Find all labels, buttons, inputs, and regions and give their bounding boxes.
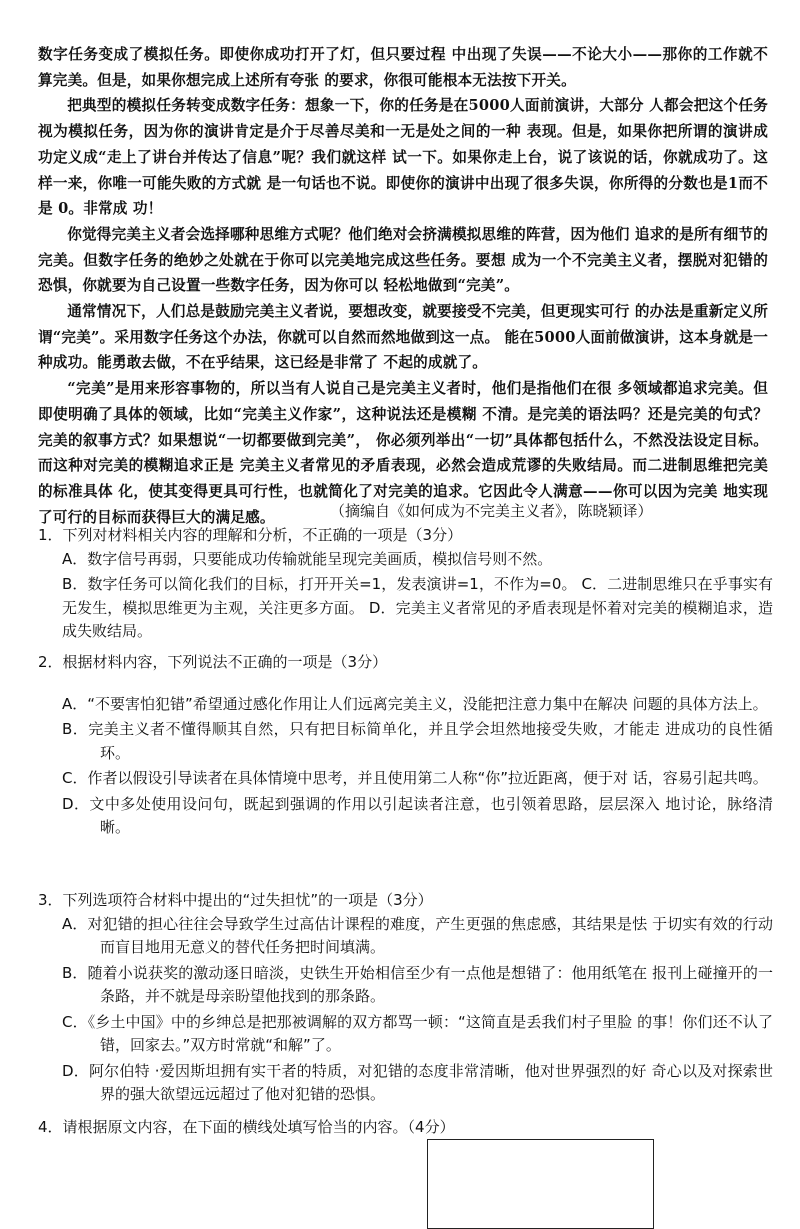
passage-paragraph-4: 通常情况下，人们总是鼓励完美主义者说，要想改变，就要接受不完美，但更现实可行 的办法是重新定义所谓“完美”。采用数字任务这个办法，你就可以自然而然地做到这一点。 能在5000人面前做演讲，这本身就是一种成功。能勇敢去做，不在乎结果，这已经是非常了 不起的成就了。: [38, 303, 768, 372]
question-3-option-b: B．随着小说获奖的激动逐日暗淡，史铁生开始相信至少有一点他是想错了：他用纸笔在 报刊上碰撞开的一条路，并不就是母亲盼望他找到的那条路。: [62, 963, 773, 1005]
passage-paragraph-1: 数字任务变成了模拟任务。即使你成功打开了灯，但只要过程 中出现了失误——不论大小——那你的工作就不算完美。但是，如果你想完成上述所有夸张 的要求，你很可能根本无法按下开关。: [38, 46, 768, 89]
question-3: [38, 889, 773, 1107]
question-1-stem: 1．下列对材料相关内容的理解和分析，不正确的一项是（3分）: [38, 526, 463, 544]
question-4-stem: 4．请根据原文内容，在下面的横线处填写恰当的内容。（4分）: [38, 1118, 455, 1136]
passage-paragraph-3: 你觉得完美主义者会选择哪种思维方式呢？他们绝对会挤满模拟思维的阵营，因为他们 追求的是所有细节的完美。但数字任务的绝妙之处就在于你可以完美地完成这些任务。要想 成为一个不完美主义者，摆脱对犯错的恐惧，你就要为自己设置一些数字任务，因为你可以 轻松地做到“完美”。: [38, 225, 768, 295]
question-2-option-c: C．作者以假设引导读者在具体情境中思考，并且使用第二人称“你”拉近距离，便于对 话，容易引起共鸣。: [62, 769, 768, 787]
question-2-stem: 2．根据材料内容，下列说法不正确的一项是（3分）: [38, 653, 388, 671]
passage-paragraph-2: 把典型的模拟任务转变成数字任务：想象一下，你的任务是在5000人面前演讲，大部分 人都会把这个任务视为模拟任务，因为你的演讲肯定是介于尽善尽美和一无是处之间的一种 表现。但是，如果你把所谓的演讲成功定义成“走上了讲台并传达了信息”呢？我们就这样 试一下。如果你走上台，说了该说的话，你就成功了。这样一来，你唯一可能失败的方式就 是一句话也不说。即使你的演讲中出现了很多失误，你所得的分数也是1而不是 0。非常成 功！: [38, 97, 768, 218]
question-3-option-c: C．《乡土中国》中的乡绅总是把那被调解的双方都骂一顿：“这简直是丢我们村子里脸 的事！你们还不认了错，回家去。”双方时常就“和解”了。: [62, 1012, 773, 1054]
question-3-option-d: D．阿尔伯特 ·爱因斯坦拥有实干者的特质，对犯错的态度非常清晰，他对世界强烈的好 奇心以及对探索世界的强大欲望远远超过了他对犯错的恐惧。: [62, 1061, 773, 1103]
question-2-option-a: A．“不要害怕犯错”希望通过感化作用让人们远离完美主义，没能把注意力集中在解决 问题的具体方法上。: [62, 694, 768, 713]
question-3-option-a: A．对犯错的担心往往会导致学生过高估计课程的难度，产生更强的焦虑感，其结果是怯 于切实有效的行动而盲目地用无意义的替代任务把时间填满。: [62, 914, 773, 956]
answer-box[interactable]: [427, 1139, 654, 1229]
question-2: [38, 651, 773, 840]
passage-source: （摘编自《如何成为不完美主义者》，陈晓颖译）: [330, 502, 653, 520]
question-1: [38, 524, 773, 644]
reading-passage: [38, 42, 768, 530]
question-4: [38, 1116, 773, 1140]
question-2-option-d: D．文中多处使用设问句，既起到强调的作用以引起读者注意，也引领着思路，层层深入 地讨论，脉络清晰。: [62, 794, 773, 836]
question-2-option-b: B．完美主义者不懂得顺其自然，只有把目标简单化，并且学会坦然地接受失败，才能走 进成功的良性循环。: [62, 720, 773, 762]
question-3-stem: 3．下列选项符合材料中提出的“过失担忧”的一项是（3分）: [38, 891, 433, 909]
question-1-option-a: A．数字信号再弱，只要能成功传输就能呈现完美画质，模拟信号则不然。: [62, 549, 553, 568]
question-1-option-b-c-d: B．数字任务可以简化我们的目标，打开开关=1，发表演讲=1，不作为=0。 C．二进制思维只在乎事实有无发生，模拟思维更为主观，关注更多方面。 D．完美主义者常见的矛盾表现是怀着对完美的模糊追求，造成失败结局。: [62, 575, 773, 640]
passage-paragraph-5: “完美”是用来形容事物的，所以当有人说自己是完美主义者时，他们是指他们在很 多领域都追求完美。但即使明确了具体的领域，比如“完美主义作家”，这种说法还是模糊 不清。是完美的语法吗？还是完美的句式？完美的叙事方式？如果想说“一切都要做到完美”， 你必须列举出“一切”具体都包括什么，不然没法设定目标。而这种对完美的模糊追求正是 完美主义者常见的矛盾表现，必然会造成荒谬的失败结局。而二进制思维把完美的标准具体 化，使其变得更具可行性，也就简化了对完美的追求。它因此令人满意——你可以因为完美 地实现了可行的目标而获得巨大的满足感。: [38, 380, 768, 526]
